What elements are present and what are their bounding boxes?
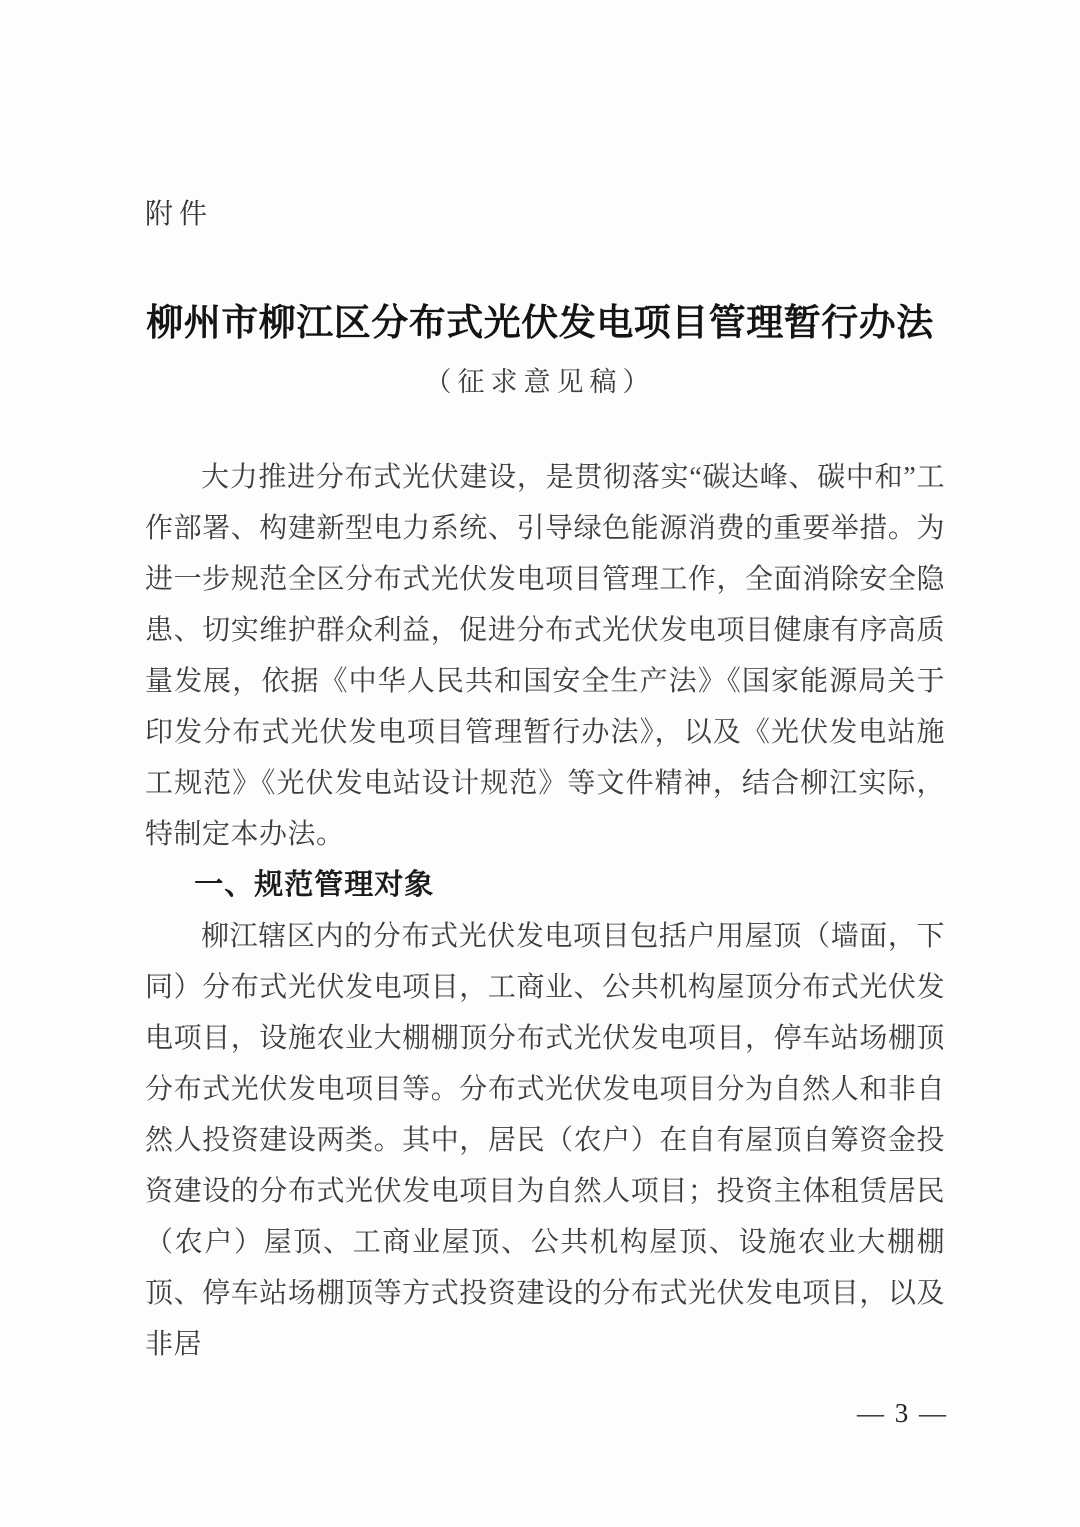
section-heading-1: 一、规范管理对象 [194,869,435,901]
intro-paragraph: 大力推进分布式光伏建设，是贯彻落实“碳达峰、碳中和”工作部署、构建新型电力系统、引导绿色能源消费的重要举措。为进一步规范全区分布式光伏发电项目管理工作，全面消除安全隐患、切实维护群众利益，促进分布式光伏发电项目健康有序高质量发展，依据《中华人民共和国安全生产法》《国家能源局关于印发分布式光伏发电项目管理暂行办法》，以及《光伏发电站施工规范》《光伏发电站设计规范》等文件精神，结合柳江实际，特制定本办法。 [145,462,945,850]
document-body [145,452,945,1370]
attachment-label: 附件 [145,199,214,230]
page-number: — 3 — [857,1398,948,1428]
document-title: 柳州市柳江区分布式光伏发电项目管理暂行办法 [146,302,934,343]
section-1-paragraph: 柳江辖区内的分布式光伏发电项目包括户用屋顶（墙面，下同）分布式光伏发电项目，工商业、公共机构屋顶分布式光伏发电项目，设施农业大棚棚顶分布式光伏发电项目，停车站场棚顶分布式光伏发电项目等。分布式光伏发电项目分为自然人和非自然人投资建设两类。其中，居民（农户）在自有屋顶自筹资金投资建设的分布式光伏发电项目为自然人项目；投资主体租赁居民（农户）屋顶、工商业屋顶、公共机构屋顶、设施农业大棚棚顶、停车站场棚顶等方式投资建设的分布式光伏发电项目，以及非居 [145,921,945,1360]
document-subtitle: （征求意见稿） [424,367,656,397]
